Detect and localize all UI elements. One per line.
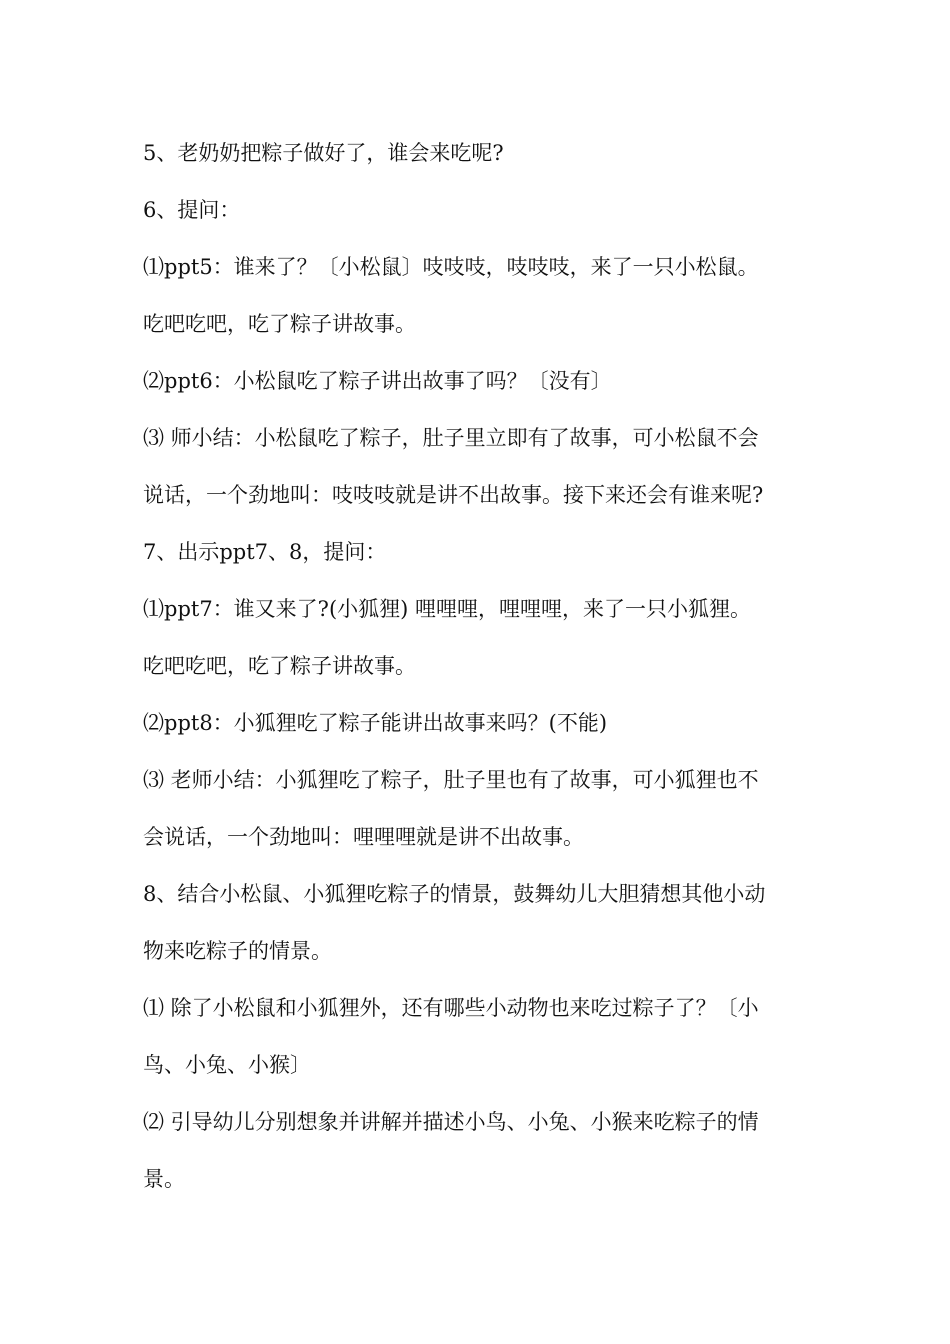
text-line: 物来吃粽子的情景。: [143, 939, 332, 963]
text-line: 5、老奶奶把粽子做好了，谁会来吃呢?: [143, 141, 504, 165]
text-line: 景。: [143, 1167, 185, 1191]
text-line: ⑵ppt8：小狐狸吃了粽子能讲出故事来吗？(不能): [143, 711, 608, 735]
text-line: 8、结合小松鼠、小狐狸吃粽子的情景，鼓舞幼儿大胆猜想其他小动: [143, 882, 766, 906]
text-line: 6、提问：: [143, 198, 241, 222]
text-line: ⑴ppt5：谁来了？〔小松鼠〕吱吱吱，吱吱吱，来了一只小松鼠。: [143, 255, 759, 279]
text-line: ⑵ppt6：小松鼠吃了粽子讲出故事了吗？〔没有〕: [143, 369, 612, 393]
text-line: 鸟、小兔、小猴〕: [143, 1053, 311, 1077]
text-line: 说话，一个劲地叫：吱吱吱就是讲不出故事。接下来还会有谁来呢?: [143, 483, 764, 507]
text-line: ⑵ 引导幼儿分别想象并讲解并描述小鸟、小兔、小猴来吃粽子的情: [143, 1110, 759, 1134]
text-line: 7、出示ppt7、8，提问：: [143, 540, 387, 564]
text-line: ⑴ 除了小松鼠和小狐狸外，还有哪些小动物也来吃过粽子了？〔小: [143, 996, 759, 1020]
text-line: ⑶ 老师小结：小狐狸吃了粽子，肚子里也有了故事，可小狐狸也不: [143, 768, 759, 792]
text-line: 会说话，一个劲地叫：哩哩哩就是讲不出故事。: [143, 825, 584, 849]
text-line: 吃吧吃吧，吃了粽子讲故事。: [143, 312, 416, 336]
text-line: ⑶ 师小结：小松鼠吃了粽子，肚子里立即有了故事，可小松鼠不会: [143, 426, 759, 450]
text-line: ⑴ppt7：谁又来了?(小狐狸) 哩哩哩，哩哩哩，来了一只小狐狸。: [143, 597, 752, 621]
text-line: 吃吧吃吧，吃了粽子讲故事。: [143, 654, 416, 678]
